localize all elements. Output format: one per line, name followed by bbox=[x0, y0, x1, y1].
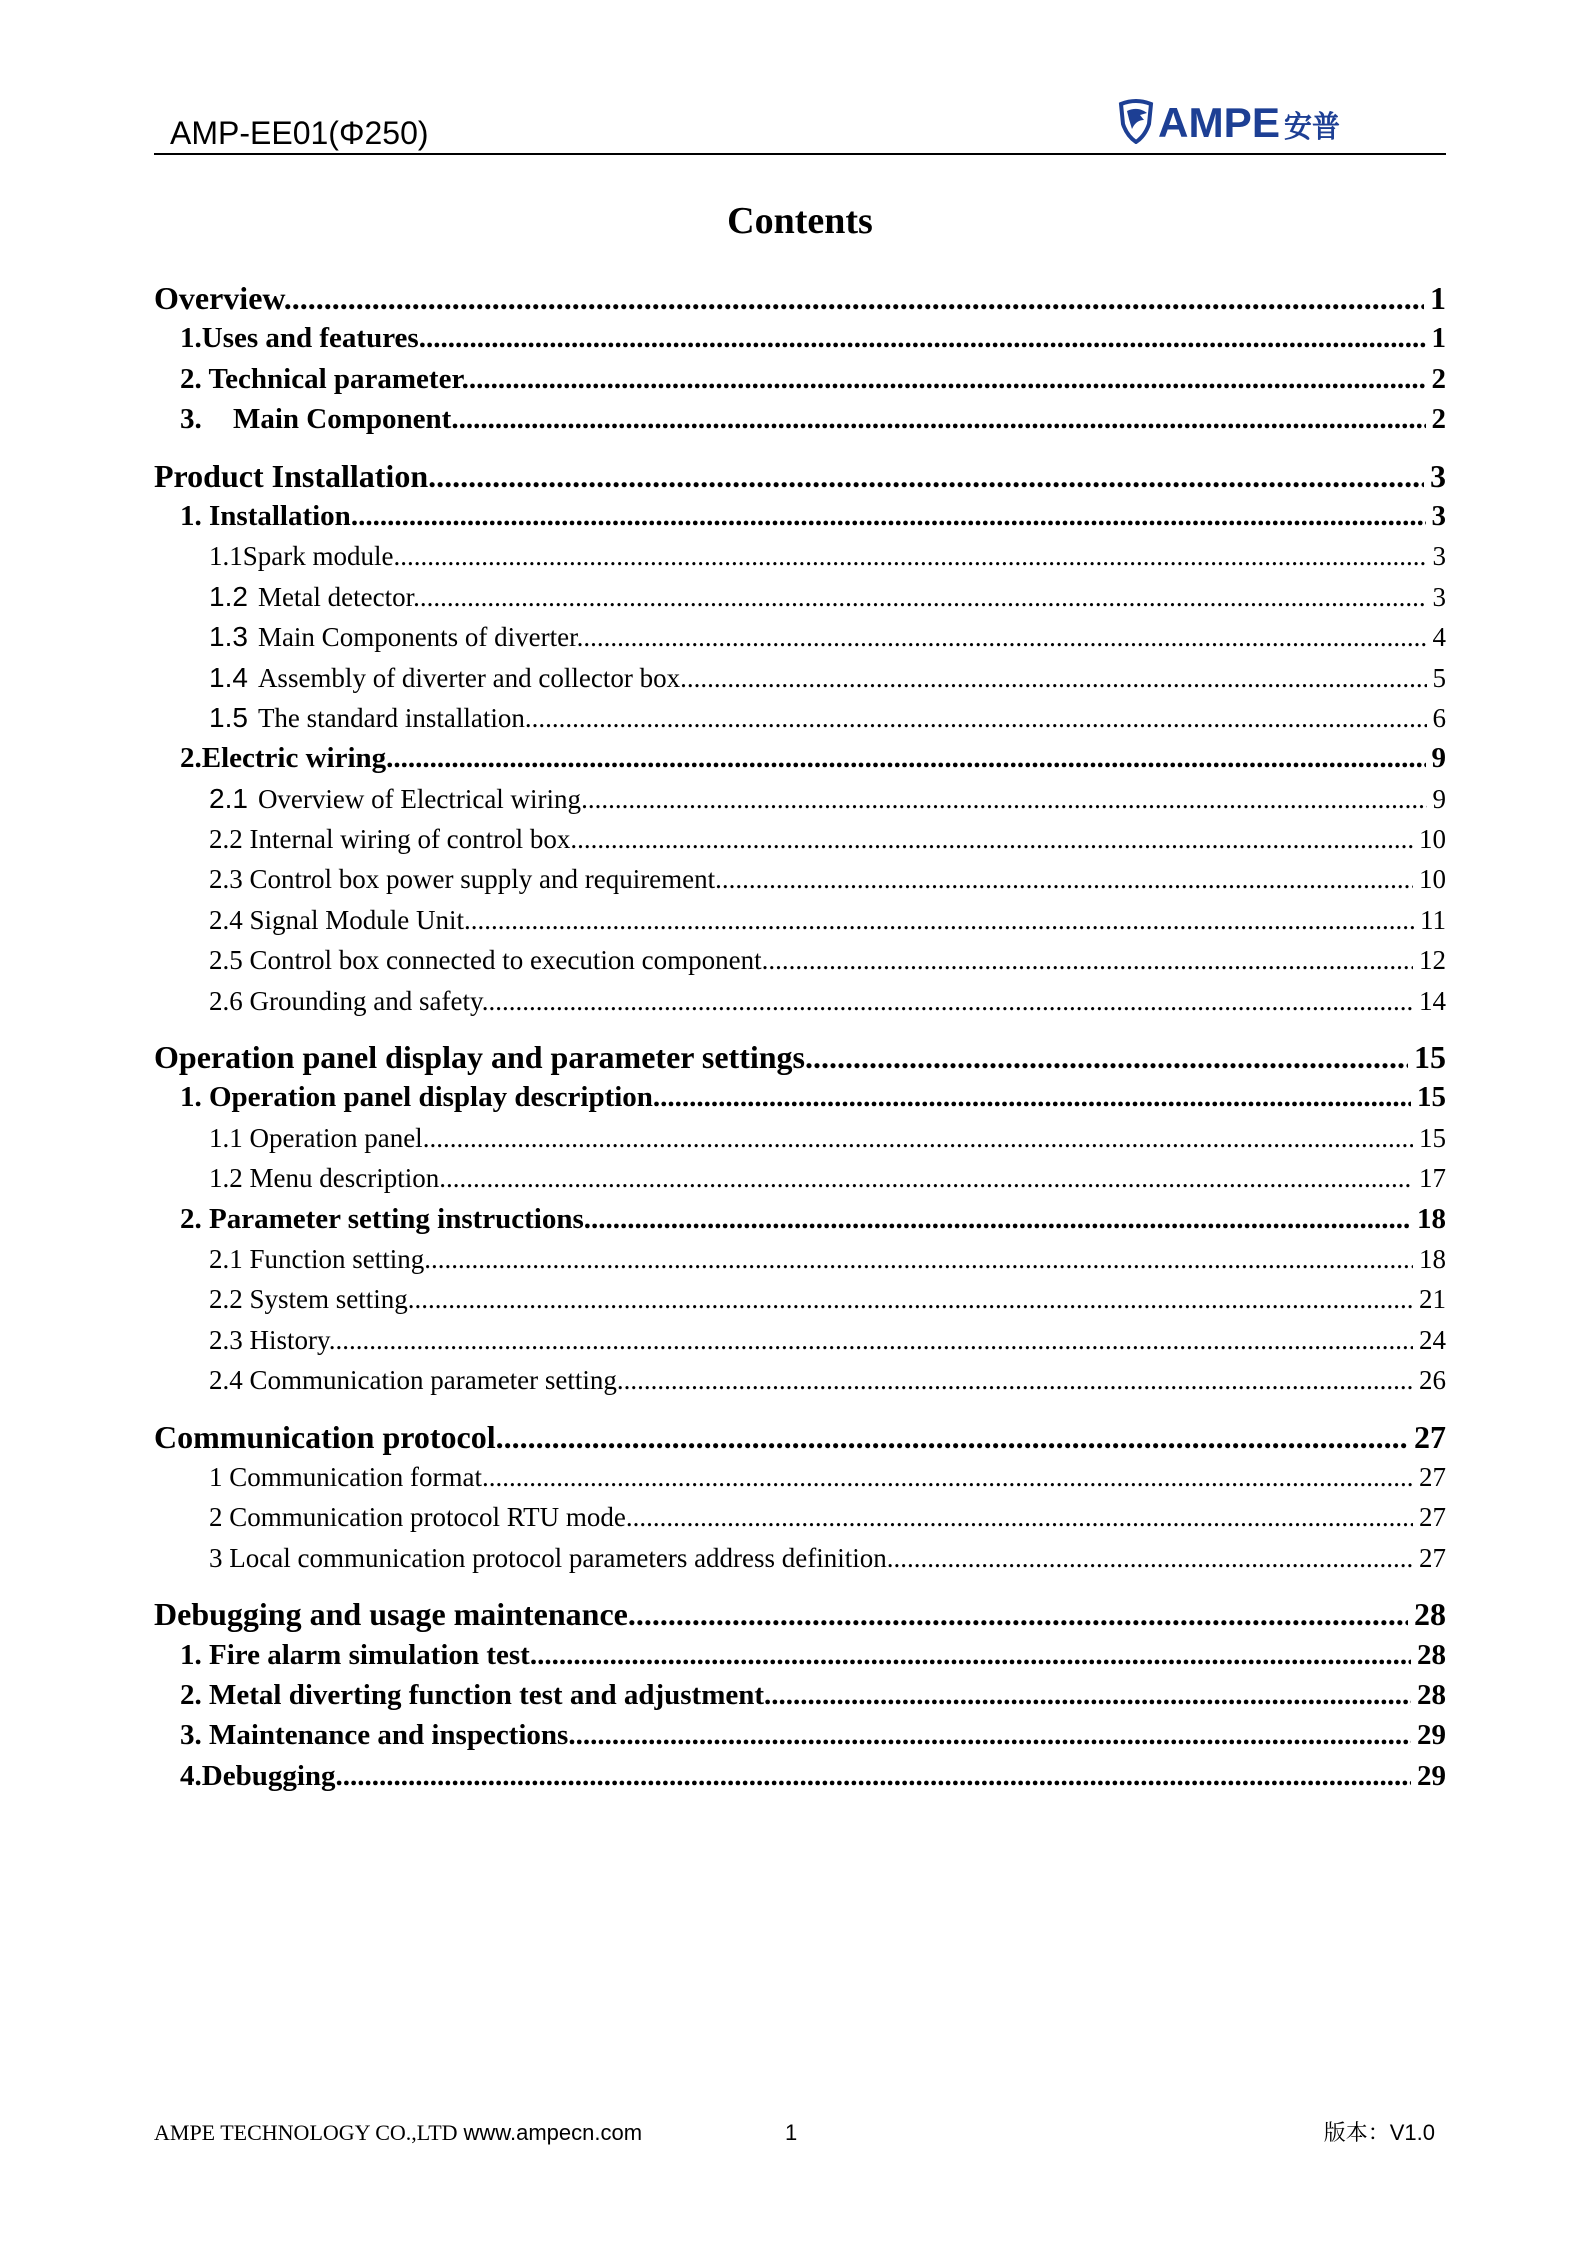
dot-leader bbox=[428, 458, 1446, 494]
header-divider bbox=[154, 153, 1446, 155]
toc-entry-title: 2.3 History bbox=[209, 1324, 329, 1355]
toc-entry-title: 2. Metal diverting function test and adjustment bbox=[180, 1678, 765, 1711]
toc-entry-title: 1.1 Operation panel bbox=[209, 1122, 423, 1153]
toc-entry-title: 1.Uses and features bbox=[180, 322, 419, 355]
shield-eagle-icon bbox=[1121, 101, 1151, 142]
dot-leader bbox=[628, 1596, 1446, 1632]
toc-entry-title: Debugging and usage maintenance bbox=[154, 1596, 628, 1633]
dot-leader bbox=[451, 403, 1446, 435]
toc-subsection-entry[interactable] bbox=[154, 1279, 1446, 1319]
toc-entry-page: 3 bbox=[1427, 536, 1447, 576]
dot-leader bbox=[626, 1502, 1446, 1532]
dot-leader bbox=[284, 280, 1446, 316]
toc-entry-page: 28 bbox=[1411, 1635, 1446, 1675]
dot-leader bbox=[577, 622, 1446, 652]
toc-section-entry[interactable] bbox=[154, 318, 1446, 358]
toc-subsection-entry[interactable] bbox=[154, 698, 1446, 738]
toc-entry-page: 9 bbox=[1427, 779, 1447, 819]
document-code: AMP-EE01(Φ250) bbox=[170, 115, 429, 151]
dot-leader bbox=[805, 1039, 1446, 1075]
dot-leader bbox=[653, 1081, 1446, 1113]
company-logo bbox=[1118, 98, 1342, 144]
toc-entry-title bbox=[209, 784, 581, 814]
toc-section-entry[interactable] bbox=[154, 359, 1446, 399]
toc-subsection-entry[interactable] bbox=[154, 1360, 1446, 1400]
dot-leader bbox=[424, 1244, 1446, 1274]
toc-entry-title: Communication protocol bbox=[154, 1418, 496, 1455]
toc-entry-page: 11 bbox=[1414, 900, 1446, 940]
toc-entry-page: 3 bbox=[1427, 577, 1447, 617]
toc-entry-page: 4 bbox=[1427, 617, 1447, 657]
toc-section-entry[interactable] bbox=[154, 399, 1446, 439]
toc-entry-title bbox=[209, 663, 680, 693]
page-title: Contents bbox=[727, 200, 873, 242]
toc-entry-page: 27 bbox=[1408, 1417, 1446, 1457]
toc-entry-page: 18 bbox=[1411, 1199, 1446, 1239]
toc-section-entry[interactable] bbox=[154, 1635, 1446, 1675]
toc-entry-title: 1.1Spark module bbox=[209, 541, 394, 572]
toc-entry-title: 2.4 Signal Module Unit bbox=[209, 904, 464, 935]
toc-chapter-entry[interactable] bbox=[154, 1037, 1446, 1077]
dot-leader bbox=[887, 1543, 1446, 1573]
toc-subsection-entry[interactable] bbox=[154, 859, 1446, 899]
toc-entry-title: 2.1 Function setting bbox=[209, 1243, 425, 1274]
toc-entry-page: 21 bbox=[1413, 1279, 1446, 1319]
table-of-contents bbox=[154, 278, 1446, 1796]
toc-subsection-entry[interactable] bbox=[154, 617, 1446, 657]
toc-entry-text: Overview of Electrical wiring bbox=[257, 783, 582, 814]
dot-leader bbox=[715, 864, 1446, 894]
toc-subsection-entry[interactable] bbox=[154, 981, 1446, 1021]
toc-entry-page: 10 bbox=[1413, 859, 1446, 899]
toc-entry-page: 1 bbox=[1424, 278, 1446, 318]
toc-entry-title: 2.2 Internal wiring of control box bbox=[209, 824, 571, 855]
dot-leader bbox=[525, 703, 1446, 733]
dot-leader bbox=[482, 986, 1446, 1016]
toc-entry-title: 4.Debugging bbox=[180, 1759, 336, 1792]
toc-entry-number: 1.2 bbox=[209, 580, 248, 612]
toc-section-entry[interactable] bbox=[154, 1756, 1446, 1796]
toc-entry-page: 28 bbox=[1411, 1675, 1446, 1715]
dot-leader bbox=[408, 1284, 1446, 1314]
toc-entry-title bbox=[209, 622, 577, 652]
toc-entry-title: Product Installation bbox=[154, 457, 429, 494]
toc-entry-page: 10 bbox=[1413, 819, 1446, 859]
dot-leader bbox=[568, 1719, 1446, 1751]
toc-subsection-entry[interactable] bbox=[154, 940, 1446, 980]
toc-entry-title: 2.3 Control box power supply and requirement bbox=[209, 864, 716, 895]
toc-entry-page: 3 bbox=[1426, 496, 1447, 536]
toc-section-entry[interactable] bbox=[154, 1675, 1446, 1715]
toc-entry-title: 2.5 Control box connected to execution component bbox=[209, 945, 762, 976]
toc-entry-page: 15 bbox=[1408, 1037, 1446, 1077]
toc-entry-page: 14 bbox=[1413, 981, 1446, 1021]
toc-entry-page: 12 bbox=[1413, 940, 1446, 980]
toc-entry-title: Overview bbox=[154, 280, 284, 316]
toc-entry-text: Assembly of diverter and collector box bbox=[257, 662, 681, 693]
toc-entry-text: The standard installation bbox=[257, 702, 525, 733]
dot-leader bbox=[423, 1123, 1446, 1153]
toc-chapter-entry[interactable] bbox=[154, 456, 1446, 496]
toc-entry-title: 1 Communication format bbox=[209, 1461, 482, 1492]
dot-leader bbox=[413, 582, 1446, 612]
dot-leader bbox=[570, 824, 1446, 854]
toc-entry-page: 17 bbox=[1413, 1158, 1446, 1198]
toc-entry-number: 1.5 bbox=[209, 701, 248, 733]
toc-subsection-entry[interactable] bbox=[154, 900, 1446, 940]
footer-page-number: 1 bbox=[785, 2120, 798, 2145]
toc-entry-title: 1. Installation bbox=[180, 499, 351, 532]
footer-website: www.ampecn.com bbox=[463, 2120, 643, 2145]
toc-entry-title bbox=[209, 582, 413, 612]
toc-entry-page: 5 bbox=[1427, 658, 1447, 698]
dot-leader bbox=[762, 945, 1446, 975]
toc-entry-page: 3 bbox=[1424, 456, 1446, 496]
toc-entry-title: 2. Parameter setting instructions bbox=[180, 1202, 584, 1235]
footer-company-info bbox=[154, 2118, 642, 2148]
toc-section-entry[interactable] bbox=[154, 738, 1446, 778]
toc-entry-number: 1.3 bbox=[209, 621, 248, 653]
toc-section-entry[interactable] bbox=[154, 496, 1446, 536]
footer-version: 版本：V1.0 bbox=[1323, 2120, 1435, 2145]
toc-entry-title: 2.Electric wiring bbox=[180, 742, 387, 775]
toc-entry-page: 18 bbox=[1413, 1239, 1446, 1279]
dot-leader bbox=[617, 1365, 1446, 1395]
dot-leader bbox=[386, 742, 1446, 774]
toc-subsection-entry[interactable] bbox=[154, 779, 1446, 819]
toc-subsection-entry[interactable] bbox=[154, 819, 1446, 859]
toc-entry-page: 24 bbox=[1413, 1320, 1446, 1360]
toc-entry-title bbox=[180, 403, 451, 435]
dot-leader bbox=[462, 363, 1446, 395]
toc-entry-title: 1. Operation panel display description bbox=[180, 1081, 653, 1114]
toc-entry-title: 3 Local communication protocol parameters address definition bbox=[209, 1542, 887, 1573]
toc-section-entry[interactable] bbox=[154, 1715, 1446, 1755]
dot-leader bbox=[584, 1203, 1446, 1235]
dot-leader bbox=[464, 905, 1446, 935]
toc-entry-title: 1. Fire alarm simulation test bbox=[180, 1638, 530, 1671]
toc-entry-title: 2.4 Communication parameter setting bbox=[209, 1365, 617, 1396]
toc-entry-page: 15 bbox=[1413, 1118, 1446, 1158]
toc-entry-page: 15 bbox=[1411, 1077, 1446, 1117]
dot-leader bbox=[419, 322, 1446, 354]
toc-entry-title: 2.2 System setting bbox=[209, 1284, 408, 1315]
toc-section-entry[interactable] bbox=[154, 1077, 1446, 1117]
toc-entry-number: 1.4 bbox=[209, 661, 248, 693]
toc-subsection-entry[interactable] bbox=[154, 536, 1446, 576]
dot-leader bbox=[581, 784, 1446, 814]
toc-entry-page: 29 bbox=[1411, 1756, 1446, 1796]
toc-entry-page: 9 bbox=[1426, 738, 1447, 778]
toc-subsection-entry[interactable] bbox=[154, 1538, 1446, 1578]
toc-entry-page: 27 bbox=[1413, 1457, 1446, 1497]
toc-entry-page: 29 bbox=[1411, 1715, 1446, 1755]
dot-leader bbox=[329, 1325, 1446, 1355]
toc-subsection-entry[interactable] bbox=[154, 1158, 1446, 1198]
dot-leader bbox=[336, 1760, 1446, 1792]
toc-entry-page: 28 bbox=[1408, 1594, 1446, 1634]
toc-chapter-entry[interactable] bbox=[154, 278, 1446, 318]
toc-entry-title: 2. Technical parameter bbox=[180, 362, 462, 395]
dot-leader bbox=[439, 1163, 1446, 1193]
toc-subsection-entry[interactable] bbox=[154, 658, 1446, 698]
toc-entry-text: Main Component bbox=[233, 403, 452, 436]
toc-entry-title: 3. Maintenance and inspections bbox=[180, 1719, 569, 1752]
toc-entry-page: 6 bbox=[1427, 698, 1447, 738]
toc-entry-number: 2.1 bbox=[209, 782, 248, 814]
toc-entry-title: 1.2 Menu description bbox=[209, 1163, 440, 1194]
toc-subsection-entry[interactable] bbox=[154, 1239, 1446, 1279]
toc-entry-title: 2 Communication protocol RTU mode bbox=[209, 1502, 626, 1533]
toc-subsection-entry[interactable] bbox=[154, 1118, 1446, 1158]
dot-leader bbox=[680, 663, 1446, 693]
toc-entry-title bbox=[209, 703, 525, 733]
toc-entry-number: 3. bbox=[180, 403, 202, 436]
toc-entry-page: 2 bbox=[1426, 359, 1447, 399]
dot-leader bbox=[496, 1419, 1446, 1455]
toc-subsection-entry[interactable] bbox=[154, 1497, 1446, 1537]
toc-subsection-entry[interactable] bbox=[154, 1457, 1446, 1497]
logo-graphic bbox=[1118, 98, 1342, 144]
dot-leader bbox=[530, 1639, 1446, 1671]
toc-entry-text: Metal detector bbox=[257, 581, 414, 612]
toc-subsection-entry[interactable] bbox=[154, 577, 1446, 617]
dot-leader bbox=[764, 1679, 1446, 1711]
toc-entry-page: 27 bbox=[1413, 1538, 1446, 1578]
toc-chapter-entry[interactable] bbox=[154, 1594, 1446, 1634]
toc-entry-page: 1 bbox=[1426, 318, 1447, 358]
toc-entry-page: 2 bbox=[1426, 399, 1447, 439]
toc-entry-title: 2.6 Grounding and safety bbox=[209, 985, 482, 1016]
toc-subsection-entry[interactable] bbox=[154, 1320, 1446, 1360]
toc-entry-page: 27 bbox=[1413, 1497, 1446, 1537]
dot-leader bbox=[482, 1462, 1446, 1492]
toc-entry-title: Operation panel display and parameter settings bbox=[154, 1039, 805, 1076]
dot-leader bbox=[351, 500, 1446, 532]
toc-entry-text: Main Components of diverter bbox=[257, 622, 577, 653]
logo-wordmark: AMPE bbox=[1158, 99, 1280, 144]
footer-company-name: AMPE TECHNOLOGY CO.,LTD bbox=[154, 2120, 458, 2145]
toc-section-entry[interactable] bbox=[154, 1199, 1446, 1239]
toc-chapter-entry[interactable] bbox=[154, 1417, 1446, 1457]
dot-leader bbox=[393, 541, 1446, 571]
logo-cjk-wordmark: 安普 bbox=[1284, 111, 1340, 144]
toc-entry-page: 26 bbox=[1413, 1360, 1446, 1400]
